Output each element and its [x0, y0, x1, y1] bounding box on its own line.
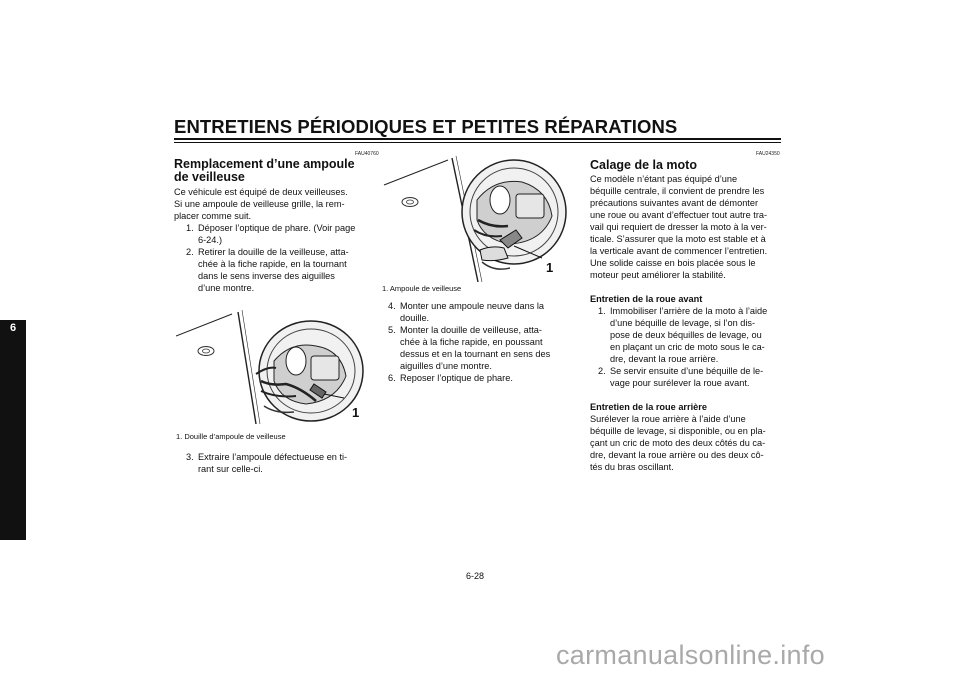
text-line: dans le sens inverse des aiguilles [198, 271, 335, 281]
list-item [384, 372, 576, 384]
text-line: Monter une ampoule neuve dans la [400, 301, 545, 311]
figure-caption: 1. Douille d’ampoule de veilleuse [176, 432, 286, 441]
list-item [384, 324, 576, 372]
subheading-front-wheel: Entretien de la roue avant [590, 294, 703, 304]
text-line: çant un cric de moto des deux côtés du ca- [590, 438, 766, 448]
text-line: Monter la douille de veilleuse, atta- [400, 325, 542, 335]
text-line: douille. [400, 313, 430, 323]
list-number: 4. [388, 301, 396, 311]
text-line: Surélever la roue arrière à l’aide d’une [590, 414, 746, 424]
text-line: dessus et en la tournant en sens des [400, 349, 551, 359]
text-line: en plaçant un cric de moto sous le ca- [610, 342, 765, 352]
section-stand [590, 159, 782, 473]
section-heading-line1: Remplacement d’une ampoule [174, 157, 355, 171]
text-line: Ce modèle n’étant pas équipé d’une [590, 174, 738, 184]
list-number: 1. [186, 223, 194, 233]
section-heading-line2: de veilleuse [174, 170, 245, 184]
list-number: 2. [598, 366, 606, 376]
text-line: 6-24.) [198, 235, 223, 245]
text-line: d’une montre. [198, 283, 255, 293]
text-line: Reposer l’optique de phare. [400, 373, 513, 383]
section-code: FAU24350 [756, 151, 780, 157]
chapter-tab-number: 6 [9, 322, 17, 334]
text-line: précautions suivantes avant de démonter [590, 198, 759, 208]
text-line: Une solide caisse en bois placée sous le [590, 258, 756, 268]
text-line: dre, devant la roue arrière ou des deux cô- [590, 450, 764, 460]
text-line: une roue ou avant d’effectuer tout autre tra- [590, 210, 768, 220]
figure-callout: 1 [352, 405, 360, 420]
text-line: Déposer l’optique de phare. (Voir page [198, 223, 356, 233]
text-line: chée à la fiche rapide, en poussant [400, 337, 543, 347]
text-line: béquille de levage, si disponible, ou en pla- [590, 426, 766, 436]
list-item [182, 451, 394, 475]
section-heading: Calage de la moto [590, 158, 697, 172]
text-line: chée à la fiche rapide, en la tournant [198, 259, 347, 269]
list-item [594, 305, 782, 365]
text-line: dre, devant la roue arrière. [610, 354, 719, 364]
text-line: d’une béquille de levage, si l’on dis- [610, 318, 756, 328]
list-number: 1. [598, 306, 606, 316]
list-item [182, 246, 378, 294]
list-number: 2. [186, 247, 194, 257]
headlight-socket-figure [176, 306, 376, 424]
chapter-tab [0, 320, 26, 540]
page-number: 6-28 [466, 571, 485, 581]
text-line: placer comme suit. [174, 211, 252, 221]
section-code: FAU40760 [355, 151, 379, 157]
figure-callout: 1 [546, 260, 554, 275]
text-line: Ce véhicule est équipé de deux veilleuses. [174, 187, 348, 197]
intro-paragraph [590, 173, 782, 281]
list-number: 5. [388, 325, 396, 335]
text-line: tés du bras oscillant. [590, 462, 674, 472]
text-line: moteur peut améliorer la stabilité. [590, 270, 726, 280]
figure-caption: 1. Ampoule de veilleuse [382, 284, 462, 293]
text-line: Extraire l’ampoule défectueuse en ti- [198, 452, 348, 462]
page-title: ENTRETIENS PÉRIODIQUES ET PETITES RÉPARATIONS [174, 116, 678, 137]
steps-list [384, 300, 576, 384]
list-number: 6. [388, 373, 396, 383]
text-line: Retirer la douille de la veilleuse, atta- [198, 247, 349, 257]
list-item [384, 300, 576, 324]
section-bulb-replacement [174, 158, 378, 294]
text-line: pose de deux béquilles de levage, ou [610, 330, 762, 340]
rear-wheel-paragraph [590, 413, 782, 473]
list-number: 3. [186, 452, 194, 462]
header-rule-thin [174, 142, 781, 143]
text-line: la verticale avant de commencer l’entretien. [590, 246, 768, 256]
intro-paragraph [174, 186, 378, 222]
list-item [182, 222, 378, 246]
watermark[interactable]: carmanualsonline.info [556, 640, 825, 670]
text-line: vage pour surélever la roue avant. [610, 378, 750, 388]
header-rule [174, 138, 781, 140]
text-line: vail qui requiert de dresser la moto à la ver- [590, 222, 767, 232]
text-line: rant sur celle-ci. [198, 464, 263, 474]
text-line: béquille centrale, il convient de prendre les [590, 186, 765, 196]
text-line: aiguilles d’une montre. [400, 361, 492, 371]
text-line: Se servir ensuite d’une béquille de le- [610, 366, 764, 376]
list-item [594, 365, 782, 389]
subheading-rear-wheel: Entretien de la roue arrière [590, 402, 707, 412]
text-line: Si une ampoule de veilleuse grille, la rem- [174, 199, 345, 209]
text-line: Immobiliser l’arrière de la moto à l’aide [610, 306, 768, 316]
text-line: ticale. S’assurer que la moto est stable et à [590, 234, 766, 244]
